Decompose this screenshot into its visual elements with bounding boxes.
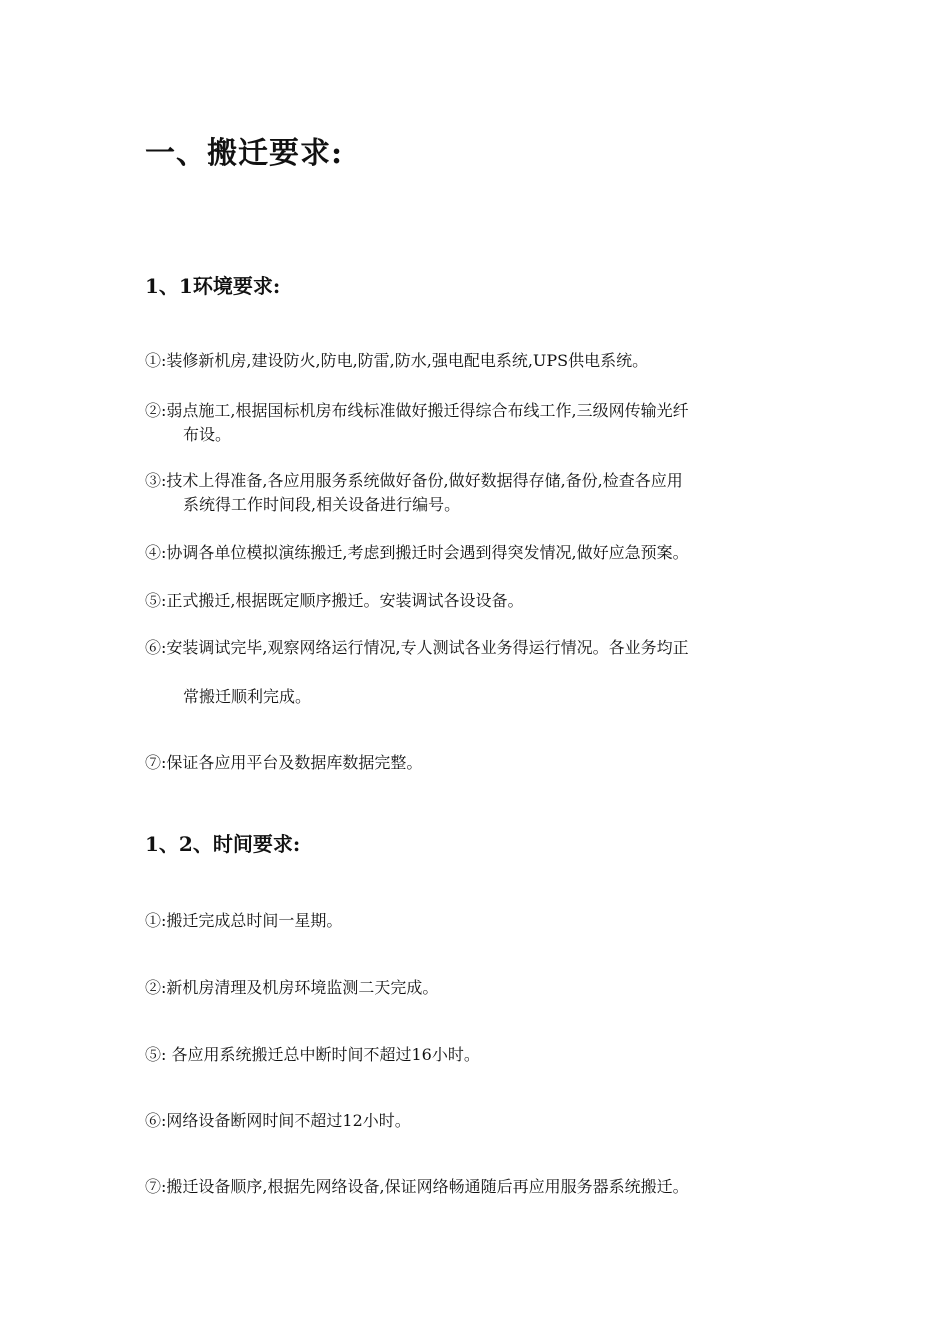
- requirement-item-3-continuation: 系统得工作时间段,相关设备进行编号。: [183, 495, 461, 514]
- requirement-item-3: ③:技术上得准备,各应用服务系统做好备份,做好数据得存储,备份,检查各应用: [145, 471, 683, 490]
- requirement-item-6-continuation: 常搬迁顺利完成。: [183, 687, 312, 706]
- time-item-1: ①:搬迁完成总时间一星期。: [145, 911, 343, 930]
- requirement-item-2: ②:弱点施工,根据国标机房布线标准做好搬迁得综合布线工作,三级网传输光纤: [145, 401, 689, 420]
- requirement-item-2-continuation: 布设。: [183, 425, 232, 444]
- section-heading-environment: 1、1环境要求:: [145, 274, 281, 298]
- requirement-item-6: ⑥:安装调试完毕,观察网络运行情况,专人测试各业务得运行情况。各业务均正: [145, 638, 689, 657]
- time-item-3: ⑤: 各应用系统搬迁总中断时间不超过16小时。: [145, 1045, 480, 1064]
- requirement-item-1: ①:装修新机房,建设防火,防电,防雷,防水,强电配电系统,UPS供电系统。: [145, 351, 649, 370]
- requirement-item-5: ⑤:正式搬迁,根据既定顺序搬迁。安装调试各设设备。: [145, 591, 524, 610]
- section-heading-time: 1、2、时间要求:: [145, 832, 301, 856]
- requirement-item-7: ⑦:保证各应用平台及数据库数据完整。: [145, 753, 423, 772]
- time-item-5: ⑦:搬迁设备顺序,根据先网络设备,保证网络畅通随后再应用服务器系统搬迁。: [145, 1177, 689, 1196]
- time-item-4: ⑥:网络设备断网时间不超过12小时。: [145, 1111, 411, 1130]
- requirement-item-4: ④:协调各单位模拟演练搬迁,考虑到搬迁时会遇到得突发情况,做好应急预案。: [145, 543, 689, 562]
- page-title: 一、搬迁要求:: [145, 136, 344, 171]
- time-item-2: ②:新机房清理及机房环境监测二天完成。: [145, 978, 439, 997]
